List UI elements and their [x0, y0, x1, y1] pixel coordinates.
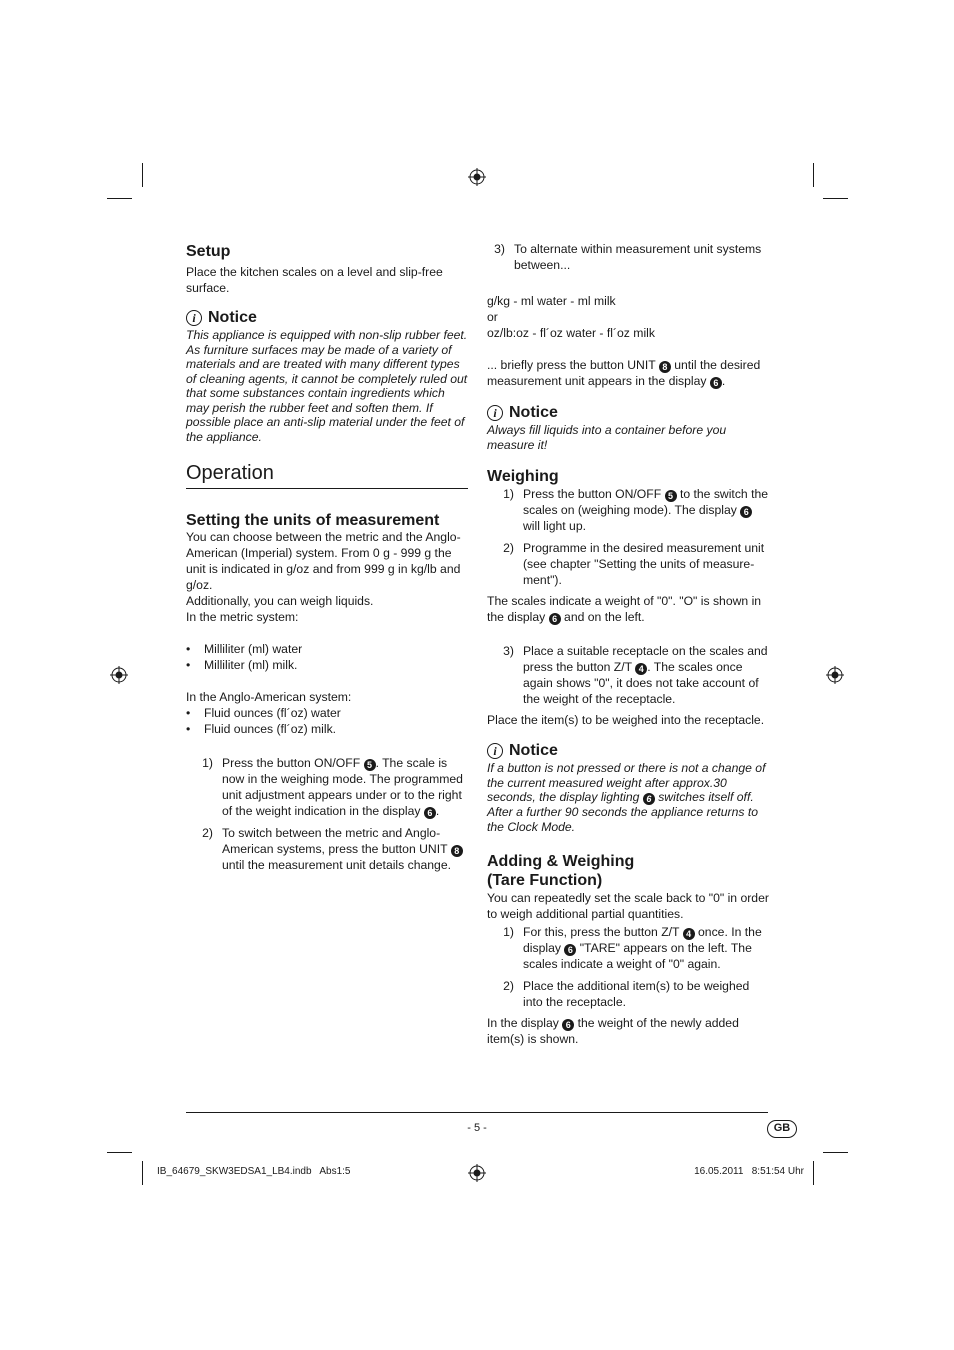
crop-mark [107, 198, 132, 199]
registration-mark-icon [468, 1164, 486, 1182]
button-5-marker: 5 [364, 759, 376, 771]
step-item: 2) Programme in the desired measurement unit (see chapter "Setting the units of measure-ment"). [503, 541, 765, 587]
crop-mark [107, 1152, 132, 1153]
notice-heading [487, 741, 769, 760]
weighing-place-text: Place the item(s) to be weighed into the receptacle. [487, 713, 765, 727]
weighing-heading: Weighing [487, 468, 559, 485]
crop-mark [823, 1152, 848, 1153]
setup-text: Place the kitchen scales on a level and slip-free surface. [186, 265, 443, 295]
step-item: 2) Place the additional item(s) to be weighed into the receptacle. [503, 979, 750, 1009]
list-item: • Milliliter (ml) water [186, 642, 303, 656]
anglo-intro: In the Anglo-American system: [186, 690, 352, 704]
units-or: or [487, 310, 498, 324]
units-line-imperial: oz/lb:oz - fl´oz water - fl´oz milk [487, 326, 655, 340]
footer-rule [186, 1112, 768, 1113]
crop-mark [823, 198, 848, 199]
notice-heading [186, 308, 468, 327]
print-timestamp: 16.05.2011 8:51:54 Uhr [694, 1166, 804, 1177]
step-item: 1) For this, press the button Z/T 4 once. In the display 6 "TARE" appears on the left. The scales indicate a weight of "0" again. [503, 925, 762, 971]
page-number: - 5 - [467, 1122, 487, 1134]
units-paragraph: You can choose between the metric and the Anglo-American (Imperial) system. From 0 g - 999 g the unit is indicated in g/oz and from 999 g in kg/lb and g/oz. [186, 530, 461, 592]
notice-text: If a button is not pressed or there is not a change of the current measured weight after approx.30 seconds, the display lighting 6 switches itself off. After a further 90 seconds the appliance returns to the Clock Mode. [487, 761, 766, 834]
display-6-marker: 6 [424, 807, 436, 819]
list-item: • Fluid ounces (fl´oz) water [186, 706, 341, 720]
list-item: • Milliliter (ml) milk. [186, 658, 298, 672]
list-item: • Fluid ounces (fl´oz) milk. [186, 722, 337, 736]
crop-mark [142, 163, 143, 187]
tare-final-text: In the display 6 the weight of the newly added item(s) is shown. [487, 1016, 739, 1046]
display-6-marker: 6 [740, 506, 752, 518]
units-liquids: Additionally, you can weigh liquids. [186, 594, 374, 608]
registration-mark-icon [826, 666, 844, 684]
units-line-metric: g/kg - ml water - ml milk [487, 294, 616, 308]
display-6-marker: 6 [562, 1019, 574, 1031]
step-item: 1) Press the button ON/OFF 5 to the switch the scales on (weighing mode). The display 6 will light up. [503, 487, 769, 533]
notice-label: Notice [509, 742, 558, 759]
info-icon: i [186, 310, 202, 326]
crop-mark [142, 1161, 143, 1185]
display-6-marker: 6 [643, 793, 655, 805]
units-metric-intro: In the metric system: [186, 610, 299, 624]
display-6-marker: 6 [710, 377, 722, 389]
notice-heading [487, 403, 769, 422]
operation-heading: Operation [186, 462, 274, 484]
button-5-marker: 5 [665, 490, 677, 502]
button-8-marker: 8 [659, 361, 671, 373]
units-heading: Setting the units of measurement [186, 512, 440, 529]
language-badge: GB [767, 1120, 797, 1138]
press-unit-text: ... briefly press the button UNIT 8 until the desired measurement unit appears in the display 6 . [487, 358, 761, 388]
info-icon: i [487, 743, 503, 759]
notice-text: This appliance is equipped with non-slip rubber feet. As furniture surfaces may be made of a variety of materials and are treated with many different types of cleaning agents, it cannot be completely ruled out that some substances contain ingredients which may perish the rubber feet and soften them. If possible place an anti-slip material under the feet of the appliance. [186, 328, 468, 444]
step-item: 3) To alternate within measurement unit systems between... [494, 242, 762, 272]
right-column [487, 241, 769, 1047]
display-6-marker: 6 [564, 944, 576, 956]
registration-mark-icon [468, 168, 486, 186]
setup-heading: Setup [186, 243, 231, 260]
notice-text: Always fill liquids into a container before you measure it! [487, 423, 727, 452]
weighing-zero-text: The scales indicate a weight of "0". "O" is shown in the display 6 and on the left. [487, 594, 762, 624]
notice-label: Notice [509, 404, 558, 421]
display-6-marker: 6 [549, 613, 561, 625]
button-8-marker: 8 [451, 845, 463, 857]
step-item: 1) Press the button ON/OFF 5 . The scale is now in the weighing mode. The programmed unit adjustment appears under or to the right of the weight indication in the display 6 . [202, 756, 463, 818]
crop-mark [813, 1161, 814, 1185]
step-item: 3) Place a suitable receptacle on the scales and press the button Z/T 4 . The scales once again shows "0", it does not take account of the weight of the receptacle. [503, 644, 768, 706]
operation-rule [186, 488, 468, 489]
tare-paragraph: You can repeatedly set the scale back to "0" in order to weigh additional partial quantities. [487, 891, 769, 921]
notice-label: Notice [208, 309, 257, 326]
tare-heading: Adding & Weighing (Tare Function) [487, 853, 635, 889]
registration-mark-icon [110, 666, 128, 684]
step-item: 2) To switch between the metric and Anglo-American systems, press the button UNIT 8 until the measurement unit details change. [186, 825, 468, 873]
button-4-marker: 4 [635, 663, 647, 675]
info-icon: i [487, 405, 503, 421]
button-4-marker: 4 [683, 928, 695, 940]
file-info: IB_64679_SKW3EDSA1_LB4.indb Abs1:5 [157, 1166, 351, 1177]
crop-mark [813, 163, 814, 187]
left-column [186, 242, 468, 873]
